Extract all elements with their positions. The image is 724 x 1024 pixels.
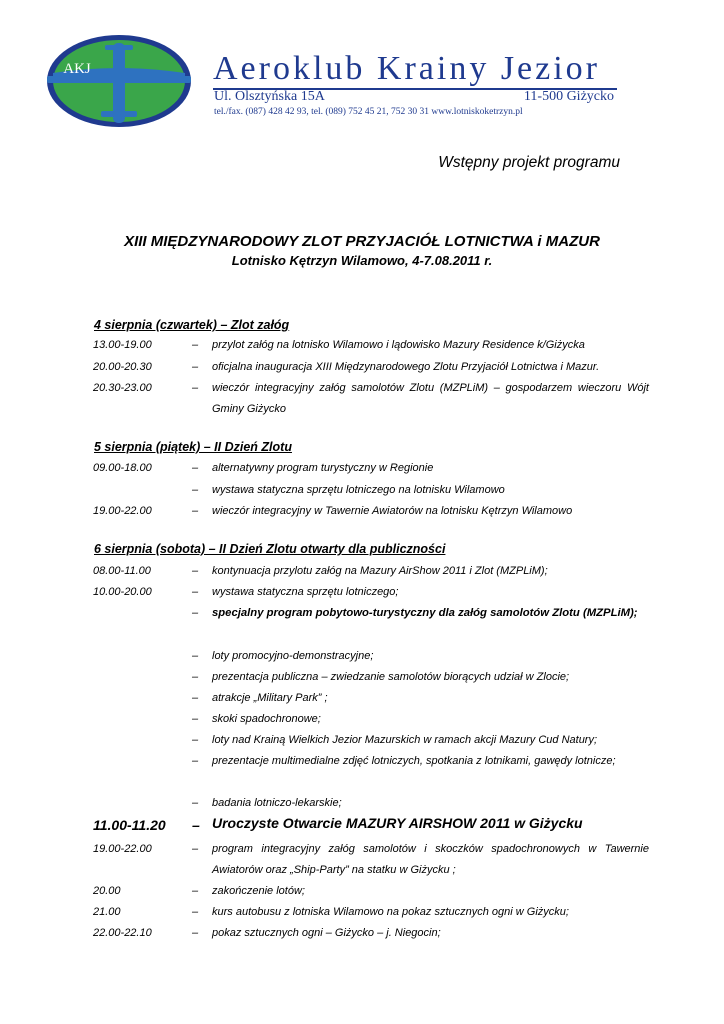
row-text: wieczór integracyjny załóg samolotów Zlotu (MZPLiM) – gospodarzem wieczoru Wójt Gminy Giżycko: [212, 382, 649, 415]
row-dash: –: [192, 565, 199, 577]
row-dash: –: [192, 607, 199, 619]
row-dash: –: [192, 843, 199, 855]
row-dash: –: [192, 734, 199, 746]
row-dash: –: [192, 755, 199, 767]
day-heading: 4 sierpnia (czwartek) – Zlot załóg: [94, 318, 290, 332]
logo-text: AKJ: [63, 61, 91, 77]
row-time: 21.00: [93, 906, 121, 918]
row-dash: –: [192, 817, 200, 833]
row-text: program integracyjny załóg samolotów i skoczków spadochronowych w Tawernie Awiatorów oraz „Ship-Party” na statku w Giżycku ;: [212, 843, 649, 876]
row-dash: –: [192, 885, 199, 897]
row-text: kurs autobusu z lotniska Wilamowo na pokaz sztucznych ogni w Giżycku;: [212, 906, 569, 918]
aeroklub-logo: [45, 33, 193, 129]
row-text: wystawa statyczna sprzętu lotniczego;: [212, 586, 399, 598]
row-dash: –: [192, 906, 199, 918]
row-time: 20.30-23.00: [93, 382, 152, 394]
row-time: 10.00-20.00: [93, 586, 152, 598]
row-time: 11.00-11.20: [93, 817, 166, 833]
address-city: 11-500 Giżycko: [523, 89, 614, 104]
row-dash: –: [192, 382, 199, 394]
row-dash: –: [192, 671, 199, 683]
row-text: alternatywny program turystyczny w Regionie: [212, 462, 434, 474]
row-time: 19.00-22.00: [93, 843, 152, 855]
day-heading: 6 sierpnia (sobota) – II Dzień Zlotu otwarty dla publiczności: [94, 542, 446, 556]
row-time: 20.00: [93, 885, 121, 897]
row-text: zakończenie lotów;: [212, 885, 305, 897]
row-dash: –: [192, 505, 199, 517]
row-text: oficjalna inauguracja XIII Międzynarodowego Zlotu Przyjaciół Lotnictwa i Mazur.: [212, 361, 600, 373]
address-street: Ul. Olsztyńska 15A: [214, 89, 325, 104]
row-time: 20.00-20.30: [93, 361, 152, 373]
row-text: skoki spadochronowe;: [212, 713, 321, 725]
row-dash: –: [192, 586, 199, 598]
row-text: wieczór integracyjny w Tawernie Awiatorów na lotnisku Kętrzyn Wilamowo: [212, 505, 573, 517]
row-time: 08.00-11.00: [93, 565, 151, 577]
row-text: specjalny program pobytowo-turystyczny dla załóg samolotów Zlotu (MZPLiM);: [212, 607, 638, 619]
contact-line: tel./fax. (087) 428 42 93, tel. (089) 752 45 21, 752 30 31 www.lotniskoketrzyn.pl: [214, 107, 523, 117]
program-subtitle: Wstępny projekt programu: [438, 154, 620, 171]
row-text: loty nad Krainą Wielkich Jezior Mazurskich w ramach akcji Mazury Cud Natury;: [212, 734, 598, 746]
row-text: prezentacje multimedialne zdjęć lotniczych, spotkania z lotnikami, gawędy lotnicze;: [212, 755, 616, 767]
row-dash: –: [192, 650, 199, 662]
row-text: kontynuacja przylotu załóg na Mazury AirShow 2011 i Zlot (MZPLiM);: [212, 565, 548, 577]
row-dash: –: [192, 713, 199, 725]
row-time: 13.00-19.00: [93, 339, 152, 351]
row-text: wystawa statyczna sprzętu lotniczego na lotnisku Wilamowo: [212, 484, 505, 496]
row-dash: –: [192, 797, 199, 809]
row-text: loty promocyjno-demonstracyjne;: [212, 650, 374, 662]
row-dash: –: [192, 484, 199, 496]
event-venue: Lotnisko Kętrzyn Wilamowo, 4-7.08.2011 r.: [231, 253, 493, 268]
row-text: badania lotniczo-lekarskie;: [212, 797, 342, 809]
row-dash: –: [192, 462, 199, 474]
row-dash: –: [192, 927, 199, 939]
row-text: pokaz sztucznych ogni – Giżycko – j. Niegocin;: [212, 927, 441, 939]
row-time: 22.00-22.10: [93, 927, 152, 939]
row-dash: –: [192, 339, 199, 351]
row-time: 09.00-18.00: [93, 462, 152, 474]
row-text: przylot załóg na lotnisko Wilamowo i lądowisko Mazury Residence k/Giżycka: [212, 339, 585, 351]
row-text: Uroczyste Otwarcie MAZURY AIRSHOW 2011 w Giżycku: [212, 815, 583, 831]
row-dash: –: [192, 692, 199, 704]
row-time: 19.00-22.00: [93, 505, 152, 517]
organization-name: Aeroklub Krainy Jezior: [213, 50, 601, 87]
day-heading: 5 sierpnia (piątek) – II Dzień Zlotu: [94, 440, 292, 454]
event-title: XIII MIĘDZYNARODOWY ZLOT PRZYJACIÓŁ LOTNICTWA i MAZUR: [124, 233, 600, 250]
row-text: atrakcje „Military Park” ;: [212, 692, 328, 704]
row-text: prezentacja publiczna – zwiedzanie samolotów biorących udział w Zlocie;: [212, 671, 570, 683]
row-dash: –: [192, 361, 199, 373]
